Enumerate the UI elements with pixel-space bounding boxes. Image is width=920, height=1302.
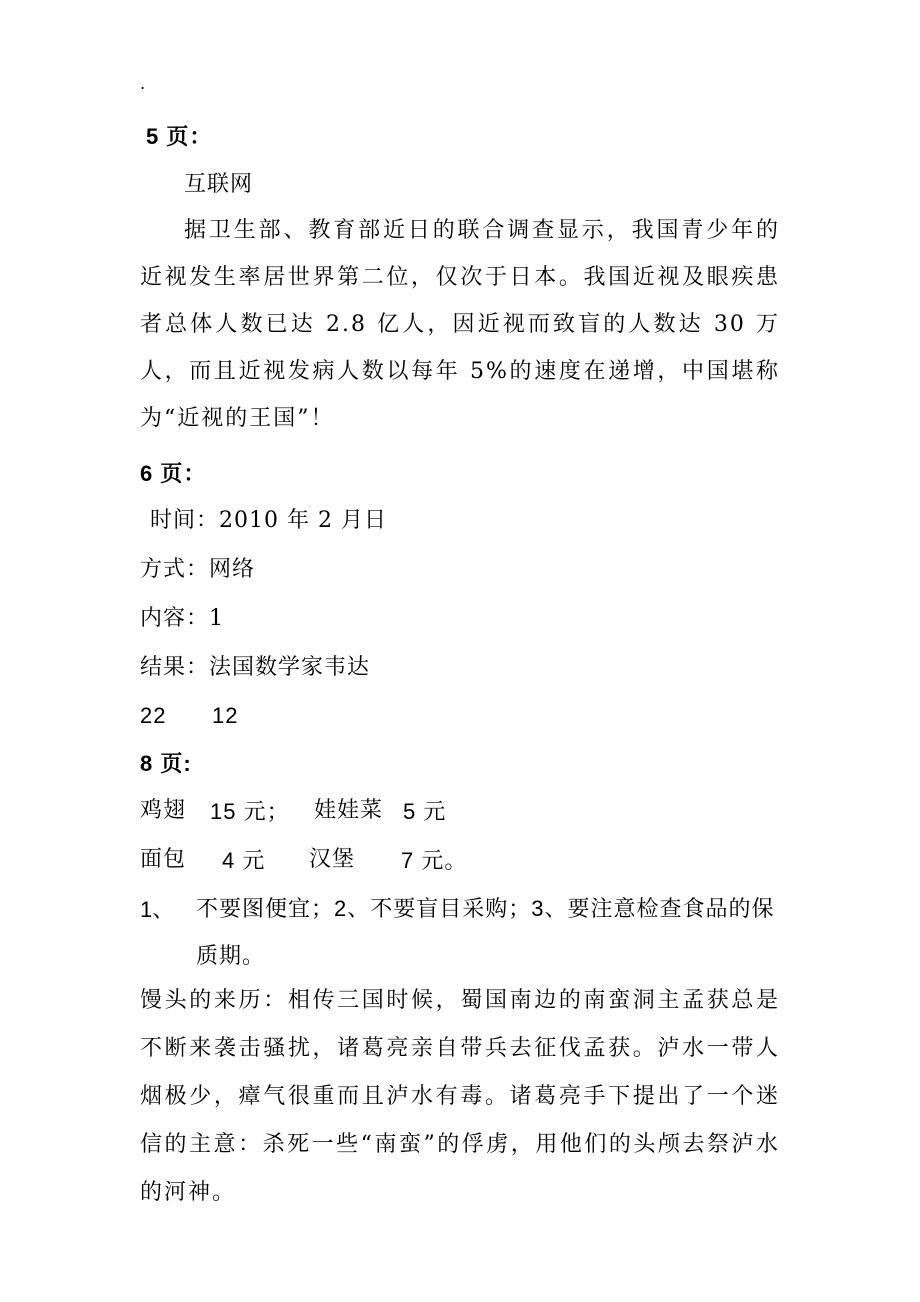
price-item-value: 7 元。 [401,848,468,873]
price-item-value: 15 元； [210,799,290,824]
price-item-value: 4 元 [222,848,266,873]
section6-number-1: 22 [140,703,167,728]
section6-method: 方式：网络 [140,557,256,582]
section6-number-2: 12 [212,703,239,728]
price-item-value: 5 元 [403,799,447,824]
section6-heading: 6 页： [140,461,207,486]
price-item-name: 鸡翅 [140,798,187,823]
price-item-name: 娃娃菜 [314,798,384,823]
tips-number: 1、 [140,897,175,922]
story-paragraph: 馒头的来历：相传三国时候，蜀国南边的南蛮洞主孟获总是不断来袭击骚扰，诸葛亮亲自带兵去征伐孟获。泸水一带人烟极少，瘴气很重而且泸水有毒。诸葛亮手下提出了一个迷信的主意：杀死一些“南蛮”的俘虏，用他们的头颅去祭泸水的河神。 [140,988,780,1205]
price-item-name: 面包 [140,847,187,872]
section6-result: 结果：法国数学家韦达 [140,655,371,680]
section5-source: 互联网 [184,172,254,197]
section5-paragraph: 据卫生部、教育部近日的联合调查显示，我国青少年的近视发生率居世界第二位，仅次于日本。我国近视及眼疾患者总体人数已达 2.8 亿人，因近视而致盲的人数达 30 万人，而且近视发病人数以每年 5%的速度在递增，中国堪称为“近视的王国”！ [140,218,780,431]
page-marker: . [140,74,146,93]
section5-heading: 5 页： [146,124,213,149]
section6-content: 内容：1 [140,606,224,631]
price-item-name: 汉堡 [309,847,356,872]
section8-heading: 8 页: [140,751,192,776]
tips-text: 不要图便宜；2、不要盲目采购；3、要注意检查食品的保质期。 [196,896,775,968]
section6-time: 时间：2010 年 2 月日 [150,508,387,533]
